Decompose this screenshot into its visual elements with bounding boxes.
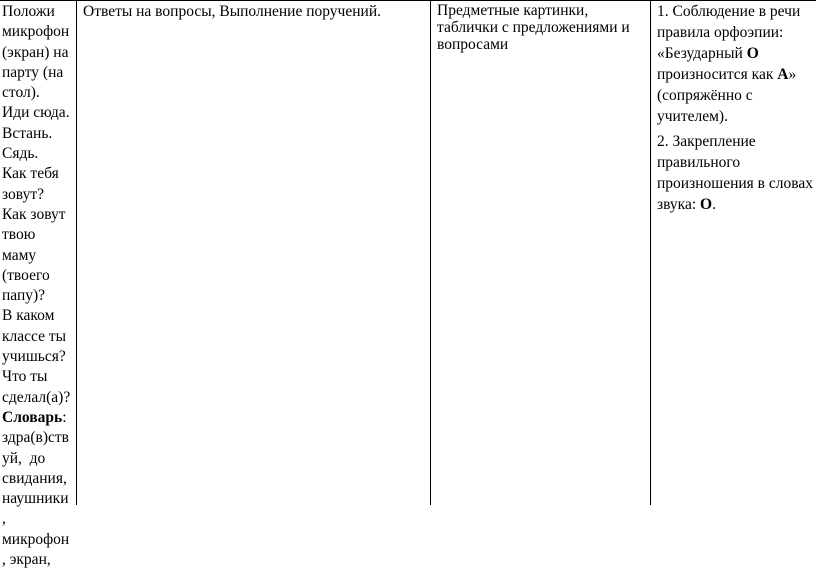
vocab-line: здра(в)ств (2, 429, 69, 447)
goal-1-line: правила орфоэпии: (657, 24, 784, 41)
goal-1-line: (сопряжённо с (657, 87, 753, 104)
cell-instructions (2, 0, 74, 570)
goal-1-bold-letter: О (746, 45, 759, 62)
vocab-line: наушники (2, 490, 69, 508)
goal-2-line (657, 194, 816, 215)
goal-2-text: . (712, 196, 716, 213)
activities-text: Ответы на вопросы, Выполнение поручений. (83, 3, 381, 20)
goal-1-text: произносится как (657, 66, 778, 83)
cell-materials (437, 0, 642, 53)
goal-2-line: 2. Закрепление (657, 133, 756, 150)
materials-text: Предметные картинки, таблички с предложениями и вопросами (437, 2, 630, 53)
instruction-line: В каком (2, 307, 55, 325)
vocab-line: микрофон (2, 530, 70, 548)
goal-2-line: правильного (657, 154, 741, 171)
column-divider-3 (650, 0, 651, 505)
goal-1-bold-letter: А (777, 66, 789, 83)
vocab-line: свидания, (2, 469, 67, 487)
instruction-line: Встань. (2, 124, 53, 142)
goal-1-line (657, 64, 816, 85)
column-divider-2 (430, 0, 431, 505)
vocab-colon: : (62, 408, 67, 426)
instruction-line: учишься? (2, 348, 66, 366)
goal-1-line (657, 43, 816, 64)
cell-goals (657, 0, 816, 215)
vocab-heading (2, 408, 74, 428)
instruction-line: Иди сюда. (2, 104, 70, 122)
goal-2-line: произношения в словах (657, 175, 813, 192)
instruction-line: зовут? (2, 185, 44, 203)
vocab-line: , экран, (2, 551, 51, 569)
instruction-line: Как зовут (2, 205, 66, 223)
goal-2-text: звука: (657, 196, 701, 213)
instruction-line: стол). (2, 84, 40, 102)
goal-1-line: 1. Соблюдение в речи (657, 3, 801, 20)
instruction-line: твою (2, 226, 36, 244)
instruction-line: Как тебя (2, 165, 59, 183)
goal-1-text: «Безударный (657, 45, 747, 62)
goal-2-bold-letter: О (700, 196, 713, 213)
goal-1-text: » (788, 66, 797, 83)
column-divider-1 (76, 0, 77, 505)
goal-1-line: учителем). (657, 108, 728, 125)
instruction-line: (твоего (2, 266, 50, 284)
instruction-line: классе ты (2, 327, 67, 345)
instruction-line: (экран) на (2, 43, 69, 61)
instruction-line: папу)? (2, 287, 46, 305)
instruction-line: Положи (2, 3, 55, 20)
instruction-line: Что ты (2, 368, 48, 386)
instruction-line: сделал(а)? (2, 388, 71, 406)
instruction-line: парту (на (2, 63, 64, 81)
instruction-line: микрофон (2, 23, 70, 41)
vocab-line: уй, до (2, 449, 46, 467)
instruction-line: маму (2, 246, 37, 264)
instruction-line: Сядь. (2, 145, 39, 163)
cell-activities (83, 0, 423, 22)
vocab-label: Словарь (2, 408, 63, 426)
vocab-line: , (2, 510, 6, 528)
